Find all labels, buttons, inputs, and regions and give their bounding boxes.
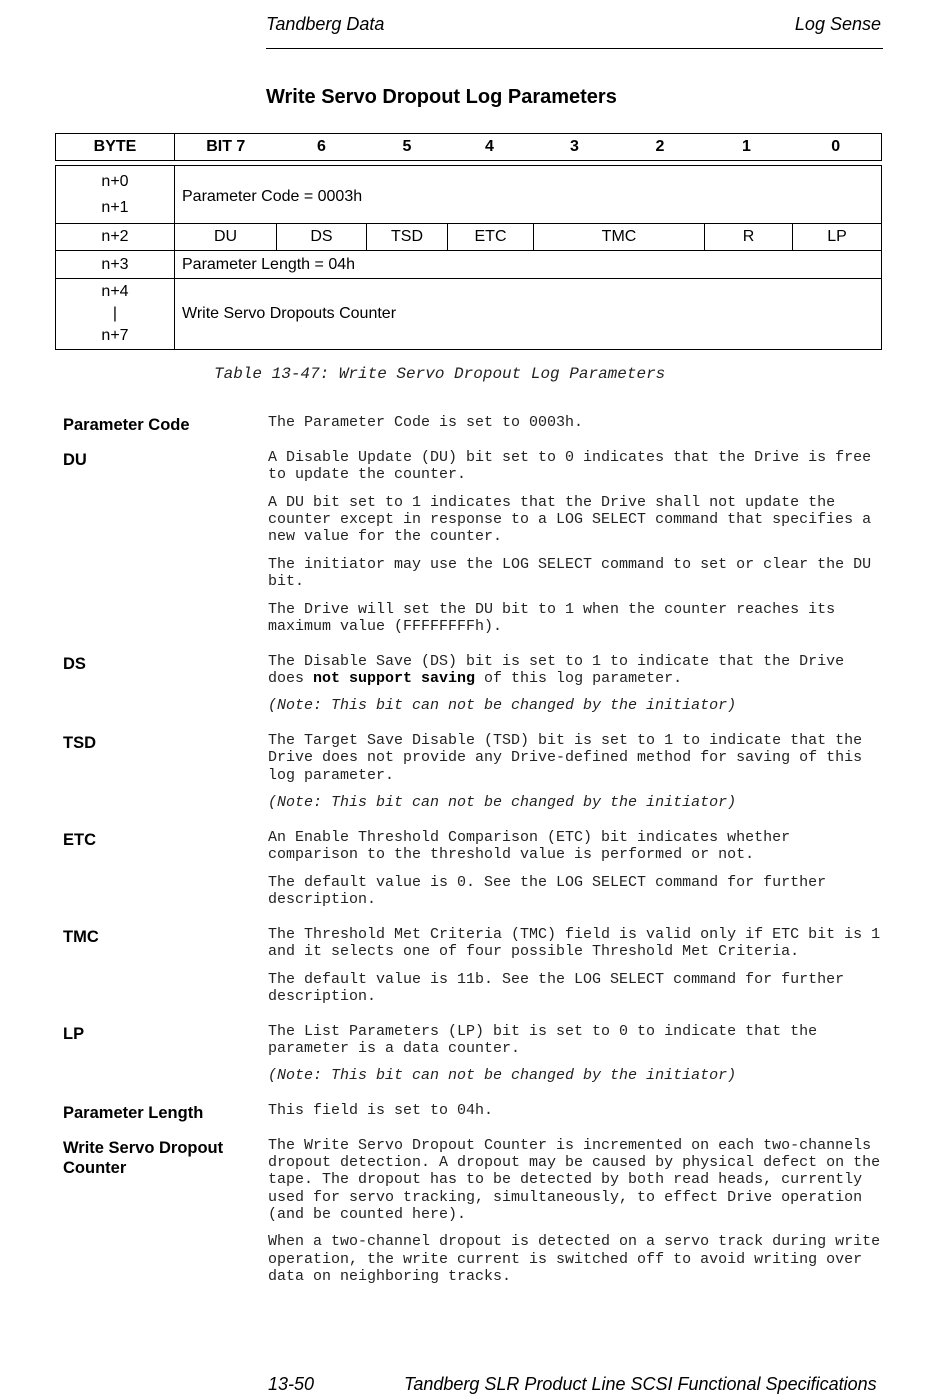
- byte-label: n+0: [101, 172, 129, 190]
- bit-5-header: 5: [367, 134, 448, 161]
- definition-item: [63, 1023, 883, 1096]
- header-company: Tandberg Data: [266, 14, 385, 34]
- byte-cell: [56, 279, 175, 350]
- definition-item: [63, 732, 883, 822]
- bit-4-header: 4: [448, 134, 532, 161]
- byte-cell: [56, 166, 175, 224]
- document-title-footer: Tandberg SLR Product Line SCSI Functional Specifications: [404, 1374, 877, 1394]
- table-caption: Table 13-47: Write Servo Dropout Log Parameters: [214, 365, 666, 383]
- bit-1-header: 1: [703, 134, 791, 161]
- definition-body: [268, 653, 883, 726]
- definition-note: (Note: This bit can not be changed by the initiator): [268, 1067, 737, 1085]
- definition-paragraph: The default value is 0. See the LOG SELECT command for further description.: [268, 873, 836, 909]
- definition-body: [268, 1023, 883, 1096]
- paragraph-text: of this log parameter.: [475, 669, 683, 687]
- bit-3-header: 3: [532, 134, 618, 161]
- definition-paragraph: When a two-channel dropout is detected on a servo track during write operation, the write current is switched off to avoid writing over data on neighboring tracks.: [268, 1233, 890, 1285]
- bit-2-header: 2: [618, 134, 703, 161]
- definition-body: [268, 1136, 890, 1296]
- table-row: [56, 279, 882, 350]
- byte-label: n+7: [101, 327, 129, 344]
- definition-term: Parameter Length: [63, 1104, 204, 1123]
- definition-body: [268, 414, 883, 442]
- emphasis-text: not support saving: [313, 669, 476, 687]
- definition-body: [268, 449, 883, 646]
- definition-term: ETC: [63, 830, 96, 849]
- definition-term: DS: [63, 654, 86, 673]
- definition-body: [268, 732, 883, 822]
- paragraph-text: The Disable Save (DS) bit is set to 1 to indicate that the Drive does: [268, 652, 854, 687]
- page-title: Write Servo Dropout Log Parameters: [266, 86, 617, 108]
- bit-0-header: 0: [791, 134, 882, 161]
- definition-item: [63, 1136, 890, 1296]
- parameter-length-cell: Parameter Length = 04h: [175, 251, 882, 279]
- byte-cell: n+2: [56, 224, 175, 251]
- definition-paragraph: A Disable Update (DU) bit set to 0 indicates that the Drive is free to update the counter.: [268, 448, 881, 483]
- definition-term: TMC: [63, 927, 99, 946]
- header-section: Log Sense: [794, 14, 881, 34]
- table-row: [56, 166, 882, 224]
- definition-note: (Note: This bit can not be changed by the initiator): [268, 697, 737, 715]
- definition-paragraph: The default value is 11b. See the LOG SELECT command for further description.: [268, 970, 854, 1005]
- page-number: 13-50: [268, 1374, 315, 1394]
- bit-6-header: 6: [277, 134, 367, 161]
- byte-cell: n+3: [56, 251, 175, 279]
- byte-range-separator: |: [112, 305, 118, 322]
- tmc-field: TMC: [534, 224, 705, 251]
- page-header: [266, 12, 883, 49]
- definition-paragraph: The Parameter Code is set to 0003h.: [268, 414, 584, 431]
- table-row: [56, 224, 882, 251]
- ds-field: DS: [277, 224, 367, 251]
- definition-paragraph: The initiator may use the LOG SELECT command to set or clear the DU bit.: [268, 555, 881, 590]
- byte-label: n+1: [101, 198, 129, 216]
- byte-label: n+4: [101, 283, 129, 300]
- definition-term: Write Servo Dropout Counter: [63, 1138, 224, 1177]
- parameter-code-cell: Parameter Code = 0003h: [175, 166, 882, 224]
- definition-list: [63, 414, 890, 1303]
- definition-body: [268, 1102, 883, 1130]
- definition-item: [63, 925, 890, 1016]
- definition-term: DU: [63, 450, 87, 469]
- parameter-layout-table: [55, 165, 882, 350]
- definition-item: [63, 829, 883, 919]
- byte-column-header: BYTE: [56, 134, 175, 161]
- definition-item: [63, 414, 883, 442]
- definition-note: (Note: This bit can not be changed by the initiator): [268, 794, 737, 812]
- definition-paragraph: This field is set to 04h.: [268, 1102, 494, 1120]
- etc-field: ETC: [448, 224, 534, 251]
- definition-paragraph: [268, 653, 883, 687]
- definition-item: [63, 449, 883, 646]
- definition-paragraph: A DU bit set to 1 indicates that the Drive shall not update the counter except in response to a LOG SELECT command that specifies a new value for the counter.: [268, 493, 881, 546]
- lp-field: LP: [793, 224, 882, 251]
- tsd-field: TSD: [367, 224, 448, 251]
- definition-paragraph: The Target Save Disable (TSD) bit is set to 1 to indicate that the Drive does not provide any Drive-defined method for saving of this log parameter.: [268, 732, 872, 784]
- bit-7-header: BIT 7: [175, 134, 277, 161]
- counter-cell: Write Servo Dropouts Counter: [175, 279, 882, 350]
- du-field: DU: [175, 224, 277, 251]
- definition-paragraph: The Drive will set the DU bit to 1 when the counter reaches its maximum value (FFFFFFFFh).: [268, 600, 845, 635]
- definition-paragraph: An Enable Threshold Comparison (ETC) bit indicates whether comparison to the threshold value is performed or not.: [268, 828, 800, 864]
- definition-body: [268, 829, 883, 919]
- definition-item: [63, 653, 883, 726]
- definition-term: Parameter Code: [63, 416, 190, 434]
- table-row: [56, 251, 882, 279]
- definition-body: [268, 925, 890, 1016]
- r-field: R: [705, 224, 793, 251]
- definition-term: TSD: [63, 734, 96, 753]
- definition-paragraph: The Write Servo Dropout Counter is incremented on each two-channels dropout detection. A dropout may be caused by physical defect on the tape. The dropout has to be detected by both read heads, currently used for servo tracking, simultaneously, to effect Drive operation (and be counted here).: [268, 1136, 890, 1223]
- bit-header-table: [55, 133, 882, 161]
- definition-paragraph: The Threshold Met Criteria (TMC) field is valid only if ETC bit is 1 and it selects one of four possible Threshold Met Criteria.: [268, 925, 890, 960]
- definition-term: LP: [63, 1024, 85, 1043]
- definition-paragraph: The List Parameters (LP) bit is set to 0 to indicate that the parameter is a data counter.: [268, 1022, 827, 1057]
- definition-item: [63, 1102, 883, 1130]
